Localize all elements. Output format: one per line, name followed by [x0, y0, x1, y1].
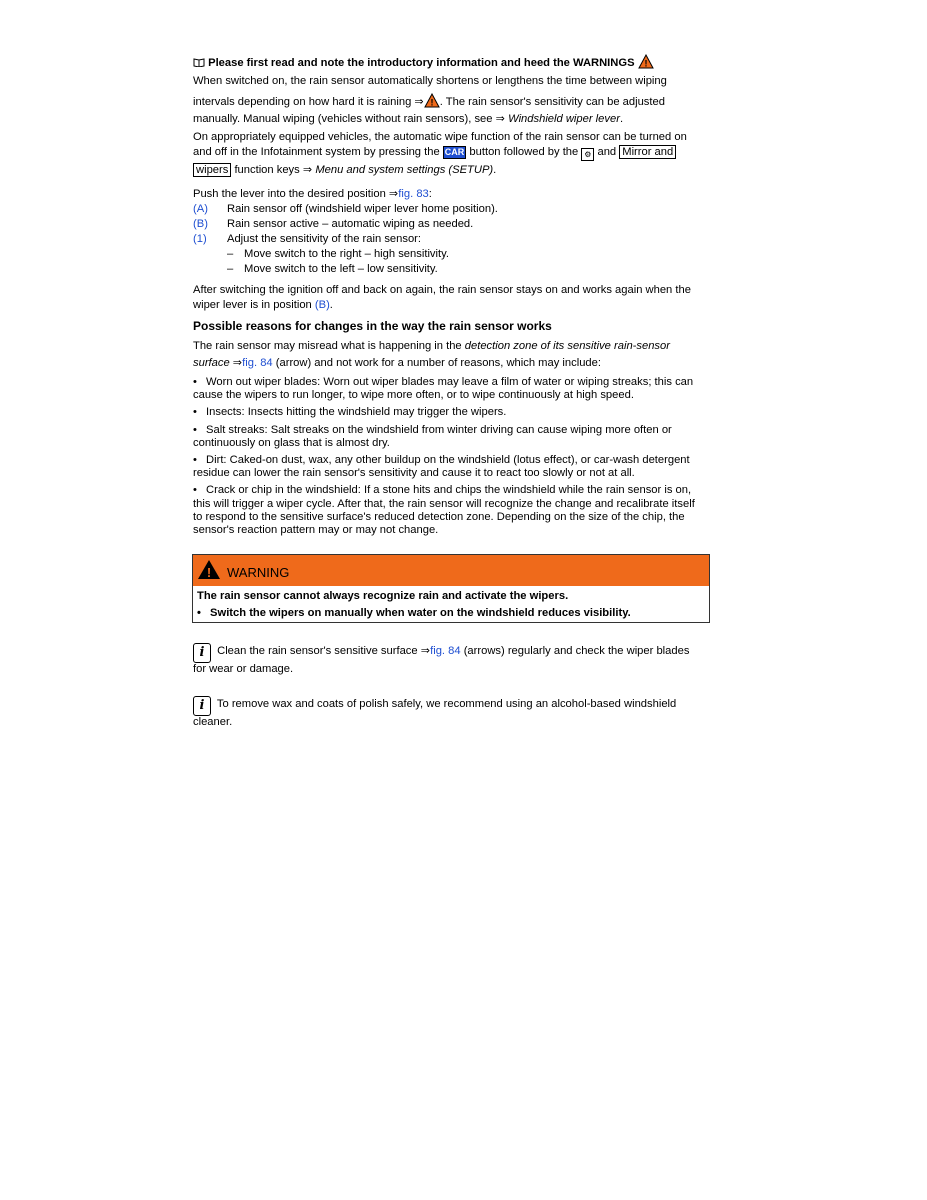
bullet-text: Dirt: Caked-on dust, wax, any other buildup on the windshield (lotus effect), or car-wash detergent: [206, 454, 690, 467]
bullet-text: Crack or chip in the windshield: If a stone hits and chips the windshield while the rain sensor is on,: [206, 484, 692, 497]
arrow-glyph: ⇒: [414, 96, 424, 108]
item-label: (A): [193, 203, 208, 215]
info-icon: i: [193, 696, 211, 716]
warning-triangle-icon: [638, 57, 654, 69]
settings-icon: ⚙: [581, 148, 594, 161]
item-text: Adjust the sensitivity of the rain sensor:: [227, 233, 422, 245]
bullet-text: this will trigger a wiper cycle. After that, the rain sensor will recognize the change and recalibrate itself: [193, 497, 695, 510]
text-span: function keys: [234, 164, 300, 176]
intro-heading-text: Please first read and note the introductory information and heed the WARNINGS: [208, 57, 635, 69]
note-text: for wear or damage.: [193, 663, 294, 675]
arrow-glyph: ⇒: [302, 164, 313, 176]
text-span: (arrow) and not work for a number of reasons, which may include:: [275, 357, 601, 369]
sub-list-item: [193, 262, 709, 277]
text-span: manually. Manual wiping (vehicles without rain sensors), see: [193, 113, 493, 125]
text-span: . The rain sensor's sensitivity can be adjusted: [439, 96, 665, 108]
mirror-and-wipers-key: Mirror and: [619, 145, 676, 159]
warning-triangle-icon: [197, 559, 221, 580]
sub-item-text: Move switch to the left – low sensitivity.: [244, 263, 438, 275]
text-span: detection zone of its sensitive rain-sensor: [464, 340, 670, 352]
crossref-link[interactable]: Menu and system settings (SETUP): [315, 164, 494, 176]
dash-glyph: –: [227, 263, 234, 275]
reasons-heading: Possible reasons for changes in the way the rain sensor works: [193, 319, 552, 333]
bullet-text: Worn out wiper blades: Worn out wiper blades may leave a film of water or wiping streaks; this can: [206, 376, 694, 388]
arrow-glyph: ⇒: [232, 357, 243, 369]
wipers-key: wipers: [193, 163, 231, 177]
book-icon: [193, 57, 208, 69]
arrow-glyph: ⇒: [495, 113, 505, 125]
intro-paragraph-1: When switched on, the rain sensor automatically shortens or lengthens the time between wiping intervals depending on how hard it is raining ⇒ ! . The rain sensor's sensitivity can be adjusted manually. Manual wiping (vehicles without rain sensors), see ⇒ Windshield wiper lever.: [193, 74, 709, 127]
bullet-text: Salt streaks: Salt streaks on the windshield from winter driving can cause wiping more often or: [206, 423, 672, 436]
text-span: and off in the Infotainment system by pressing the: [193, 146, 440, 158]
warning-body: The rain sensor cannot always recognize rain and activate the wipers. • Switch the wipers on manually when water on the windshield reduces visibility.: [193, 586, 709, 624]
text-span: and: [597, 146, 617, 158]
note-2: [193, 696, 709, 729]
list-item: [193, 232, 709, 247]
lever-section: Push the lever into the desired position ⇒fig. 83: (A) Rain sensor off (windshield wiper lever home position). (B) Rain sensor active – automatic wiping as needed. (1) Adjust the sensitivity of the rain sensor: – Move switch to the right – high sensitivity. – Move switch to the left – low sensitivity.: [193, 187, 709, 277]
bullet-text: continuously on glass that is almost dry.: [193, 436, 390, 449]
info-icon: i: [193, 643, 211, 663]
text-span: button followed by the: [469, 146, 579, 158]
text-line: After switching the ignition off and back on again, the rain sensor stays on and works again when the: [193, 284, 691, 296]
intro-heading: [193, 54, 709, 71]
note-text: To remove wax and coats of polish safely, we recommend using an alcohol-based windshield: [216, 698, 677, 710]
item-label: (B): [193, 218, 208, 230]
item-text: Rain sensor off (windshield wiper lever home position).: [227, 203, 498, 215]
warning-box: [192, 554, 710, 623]
list-item: • Salt streaks: Salt streaks on the windshield from winter driving can cause wiping more often or continuously on glass that is almost dry.: [193, 424, 709, 450]
text-span: wiper lever is in position: [193, 299, 312, 311]
after-paragraph: After switching the ignition off and back on again, the rain sensor stays on and works again when the wiper lever is in position (B).: [193, 283, 709, 313]
warning-text: Switch the wipers on manually when water on the windshield reduces visibility.: [210, 607, 631, 619]
svg-text:!: !: [430, 97, 434, 108]
text-span: surface: [193, 357, 230, 369]
bullet-text: cause the wipers to run longer, to wipe more often, or to wipe continuously at high speed.: [193, 389, 634, 402]
list-item: [193, 202, 709, 217]
warning-title: WARNING: [227, 565, 290, 580]
list-item: [193, 217, 709, 232]
item-text: Rain sensor active – automatic wiping as needed.: [227, 218, 474, 230]
dash-glyph: –: [227, 248, 234, 260]
note-text: cleaner.: [193, 716, 233, 728]
note-text: (arrows) regularly and check the wiper blades: [463, 645, 690, 657]
text-line: On appropriately equipped vehicles, the automatic wipe function of the rain sensor can be turned on: [193, 131, 687, 143]
bullet-text: to respond to the sensitive surface's reduced detection zone. Depending on the size of the chip, the: [193, 510, 685, 523]
warning-text: The rain sensor cannot always recognize rain and activate the wipers.: [197, 590, 569, 602]
svg-text:!: !: [206, 565, 212, 580]
text-span: The rain sensor may misread what is happening in the: [193, 340, 462, 352]
figure-link[interactable]: fig. 84: [430, 645, 461, 657]
list-item: • Crack or chip in the windshield: If a stone hits and chips the windshield while the rain sensor is on, this will trigger a wiper cycle. After that, the rain sensor will recognize the change and recalibrate itself to respond to the sensitive surface's reduced detection zone. Depending on the size of the chip, the sensor's reaction pattern may or may not change.: [193, 484, 709, 537]
bullet-text: Insects: Insects hitting the windshield may trigger the wipers.: [206, 406, 507, 419]
crossref-link[interactable]: Windshield wiper lever: [508, 113, 620, 125]
item-label: (1): [193, 233, 207, 245]
text-span: intervals depending on how hard it is raining: [193, 96, 412, 108]
bullet-text: sensor's reaction pattern may or may not change.: [193, 524, 439, 537]
sub-item-text: Move switch to the right – high sensitivity.: [244, 248, 449, 260]
sub-list-item: [193, 247, 709, 262]
arrow-glyph: ⇒: [420, 645, 431, 657]
arrow-glyph: ⇒: [388, 188, 399, 200]
position-link[interactable]: (B): [314, 299, 330, 311]
car-button-icon: CAR: [444, 147, 465, 157]
list-item: • Worn out wiper blades: Worn out wiper blades may leave a film of water or wiping streaks; this can cause the wipers to run longer, to wipe more often, or to wipe continuously at high speed.: [193, 376, 709, 402]
svg-text:!: !: [644, 58, 648, 69]
list-item: • Dirt: Caked-on dust, wax, any other buildup on the windshield (lotus effect), or car-wash detergent residue can lower the rain sensor's sensitivity and cause it to react too slowly or not at all.: [193, 454, 709, 480]
figure-link[interactable]: fig. 83: [398, 188, 429, 200]
reasons-list: [193, 376, 709, 537]
figure-link[interactable]: fig. 84: [242, 357, 273, 369]
warning-triangle-icon[interactable]: [424, 96, 440, 108]
bullet-text: residue can lower the rain sensor's sensitivity and cause it to react too slowly or not at all.: [193, 467, 635, 480]
reasons-intro: [193, 339, 709, 371]
text-span: Push the lever into the desired position: [193, 188, 386, 200]
note-1: [193, 643, 709, 676]
text-line: When switched on, the rain sensor automatically shortens or lengthens the time between wiping: [193, 75, 667, 87]
note-text: Clean the rain sensor's sensitive surface: [217, 645, 418, 657]
list-item: • Insects: Insects hitting the windshield may trigger the wipers.: [193, 406, 507, 419]
intro-paragraph-2: On appropriately equipped vehicles, the automatic wipe function of the rain sensor can be turned on and off in the Infotainment system by pressing the CAR button followed by the ⚙ and Mirror and wipers function keys ⇒ Menu and system settings (SETUP).: [193, 130, 709, 178]
warning-header: [193, 555, 709, 586]
